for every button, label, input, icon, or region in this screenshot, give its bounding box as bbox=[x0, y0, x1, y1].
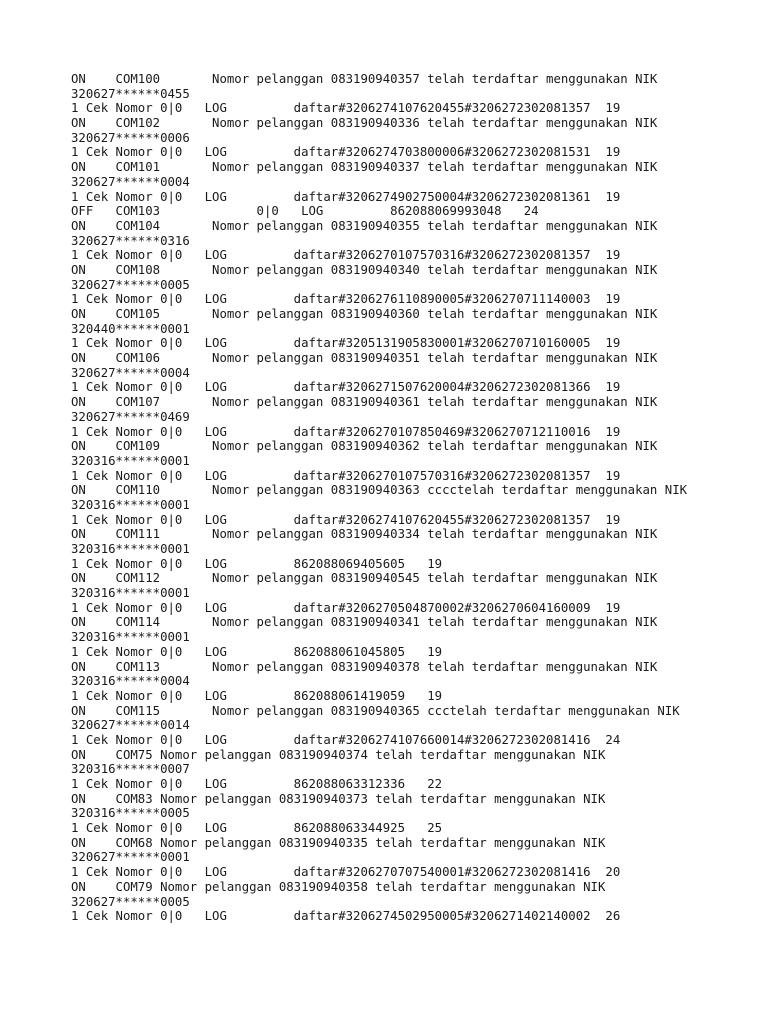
log-line: ON COM112 Nomor pelanggan 083190940545 telah terdaftar menggunakan NIK bbox=[71, 571, 658, 586]
log-line: 320627******0004 bbox=[71, 174, 190, 189]
log-line: 1 Cek Nomor 0|0 LOG daftar#3206276110890005#3206270711140003 19 bbox=[71, 292, 621, 307]
log-line: ON COM110 Nomor pelanggan 083190940363 cccctelah terdaftar menggunakan NIK bbox=[71, 483, 688, 498]
log-line: 1 Cek Nomor 0|0 LOG 862088061419059 19 bbox=[71, 688, 443, 703]
log-line: ON COM100 Nomor pelanggan 083190940357 telah terdaftar menggunakan NIK bbox=[71, 72, 658, 86]
log-line: 320627******0455 bbox=[71, 86, 190, 101]
log-line: 320627******0006 bbox=[71, 130, 190, 145]
log-line: 320627******0004 bbox=[71, 365, 190, 380]
log-line: ON COM111 Nomor pelanggan 083190940334 telah terdaftar menggunakan NIK bbox=[71, 527, 658, 542]
log-line: 320627******0005 bbox=[71, 894, 190, 909]
log-line: 320627******0316 bbox=[71, 233, 190, 248]
log-line: 1 Cek Nomor 0|0 LOG daftar#3206274107660014#3206272302081416 24 bbox=[71, 732, 621, 747]
log-line: ON COM83 Nomor pelanggan 083190940373 telah terdaftar menggunakan NIK bbox=[71, 791, 606, 806]
log-line: 1 Cek Nomor 0|0 LOG daftar#3206274703800006#3206272302081531 19 bbox=[71, 145, 621, 160]
log-line: 1 Cek Nomor 0|0 LOG daftar#3206274502950005#3206271402140002 26 bbox=[71, 909, 621, 924]
log-line: ON COM114 Nomor pelanggan 083190940341 telah terdaftar menggunakan NIK bbox=[71, 615, 658, 630]
log-line: 1 Cek Nomor 0|0 LOG daftar#3206270707540001#3206272302081416 20 bbox=[71, 865, 621, 880]
log-line: 320316******0001 bbox=[71, 542, 190, 556]
log-line: 1 Cek Nomor 0|0 LOG daftar#3206270504870002#3206270604160009 19 bbox=[71, 600, 621, 615]
log-line: ON COM106 Nomor pelanggan 083190940351 telah terdaftar menggunakan NIK bbox=[71, 351, 658, 366]
log-line: ON COM113 Nomor pelanggan 083190940378 telah terdaftar menggunakan NIK bbox=[71, 659, 658, 674]
log-line: ON COM101 Nomor pelanggan 083190940337 telah terdaftar menggunakan NIK bbox=[71, 160, 658, 175]
log-line: 320316******0007 bbox=[71, 762, 190, 777]
log-line: 1 Cek Nomor 0|0 LOG daftar#3206270107850469#3206270712110016 19 bbox=[71, 424, 621, 439]
log-line: 320627******0469 bbox=[71, 409, 190, 424]
log-line: ON COM102 Nomor pelanggan 083190940336 telah terdaftar menggunakan NIK bbox=[71, 116, 658, 131]
log-line: 1 Cek Nomor 0|0 LOG daftar#3206274107620455#3206272302081357 19 bbox=[71, 512, 621, 527]
log-line: OFF COM103 0|0 LOG 862088069993048 24 bbox=[71, 204, 539, 219]
log-line: 1 Cek Nomor 0|0 LOG 862088061045805 19 bbox=[71, 644, 443, 659]
log-line: ON COM104 Nomor pelanggan 083190940355 telah terdaftar menggunakan NIK bbox=[71, 218, 658, 233]
log-line: 320316******0001 bbox=[71, 497, 190, 512]
log-line: 1 Cek Nomor 0|0 LOG daftar#3206274107620455#3206272302081357 19 bbox=[71, 101, 621, 116]
log-line: 320627******0014 bbox=[71, 718, 190, 733]
log-line: ON COM68 Nomor pelanggan 083190940335 telah terdaftar menggunakan NIK bbox=[71, 835, 606, 850]
log-line: ON COM105 Nomor pelanggan 083190940360 telah terdaftar menggunakan NIK bbox=[71, 307, 658, 321]
log-line: 1 Cek Nomor 0|0 LOG 862088063344925 25 bbox=[71, 821, 443, 836]
log-line: 320316******0001 bbox=[71, 586, 190, 601]
log-line: 1 Cek Nomor 0|0 LOG daftar#3206270107570316#3206272302081357 19 bbox=[71, 468, 621, 483]
log-line: 1 Cek Nomor 0|0 LOG daftar#3206274902750004#3206272302081361 19 bbox=[71, 189, 621, 204]
log-line: ON COM75 Nomor pelanggan 083190940374 telah terdaftar menggunakan NIK bbox=[71, 747, 606, 762]
log-line: 1 Cek Nomor 0|0 LOG daftar#3206270107570316#3206272302081357 19 bbox=[71, 248, 621, 263]
log-line: 1 Cek Nomor 0|0 LOG 862088069405605 19 bbox=[71, 556, 443, 571]
log-line: 1 Cek Nomor 0|0 LOG daftar#3205131905830001#3206270710160005 19 bbox=[71, 336, 621, 351]
log-line: ON COM115 Nomor pelanggan 083190940365 ccctelah terdaftar menggunakan NIK bbox=[71, 703, 680, 718]
log-line: 320627******0005 bbox=[71, 277, 190, 292]
log-line: 320440******0001 bbox=[71, 321, 190, 336]
log-line: ON COM109 Nomor pelanggan 083190940362 telah terdaftar menggunakan NIK bbox=[71, 439, 658, 454]
log-line: ON COM108 Nomor pelanggan 083190940340 telah terdaftar menggunakan NIK bbox=[71, 262, 658, 277]
log-line: 1 Cek Nomor 0|0 LOG 862088063312336 22 bbox=[71, 777, 443, 791]
log-line: 320316******0001 bbox=[71, 630, 190, 645]
log-line: 320627******0001 bbox=[71, 850, 190, 865]
log-line: ON COM79 Nomor pelanggan 083190940358 telah terdaftar menggunakan NIK bbox=[71, 879, 606, 894]
log-line: ON COM107 Nomor pelanggan 083190940361 telah terdaftar menggunakan NIK bbox=[71, 395, 658, 410]
log-line: 320316******0004 bbox=[71, 674, 190, 689]
log-line: 1 Cek Nomor 0|0 LOG daftar#3206271507620004#3206272302081366 19 bbox=[71, 380, 621, 395]
log-line: 320316******0001 bbox=[71, 453, 190, 468]
log-document bbox=[71, 72, 687, 924]
log-line: 320316******0005 bbox=[71, 806, 190, 821]
